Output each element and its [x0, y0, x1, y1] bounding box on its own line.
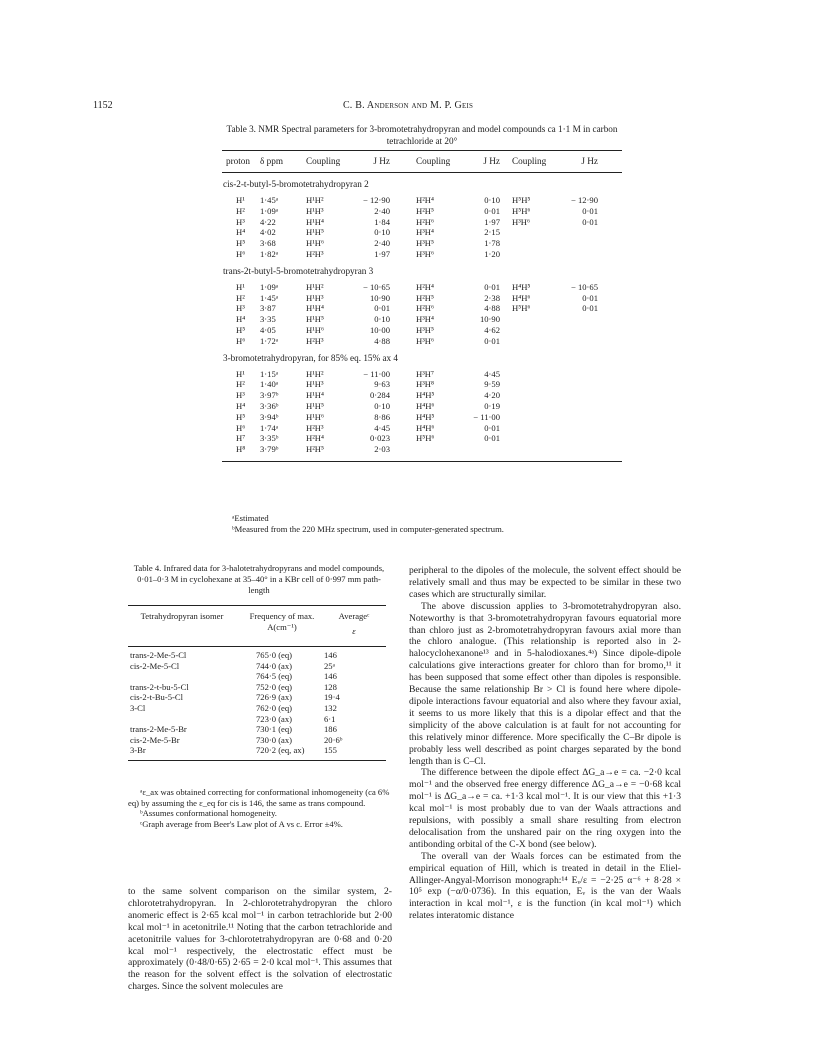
table3-col-header: J Hz: [581, 156, 598, 166]
table3-col-header: Coupling: [306, 156, 341, 166]
table3-cell: H³: [236, 216, 245, 227]
table3-cell: H¹H⁴: [306, 390, 324, 401]
table3-row: [222, 412, 622, 423]
table3-cell: 0·19: [484, 400, 500, 411]
table3-row: [222, 227, 622, 238]
table3-row: [222, 303, 622, 314]
table4-row: [128, 714, 386, 725]
table4-cell: 20·6ᵇ: [324, 734, 343, 745]
table3-cell: 0·01: [582, 292, 598, 303]
table3-cell: H⁵: [236, 238, 246, 249]
table3-cell: H¹H²: [306, 368, 324, 379]
table3-cell: H²H³: [306, 422, 324, 433]
table3-cell: 4·45: [484, 368, 500, 379]
table3-cell: 10·90: [479, 314, 500, 325]
table3-body: [222, 177, 622, 455]
table3-cell: H¹H⁴: [306, 303, 324, 314]
table4-cell: 765·0 (eq): [256, 650, 293, 660]
table3-cell: 1·15ᵃ: [260, 368, 279, 379]
table3-row: [222, 433, 622, 444]
table3-cell: 10·90: [369, 292, 390, 303]
table4-cell: trans-2-t-bu-5-Cl: [130, 681, 189, 692]
table3-cell: 2·38: [484, 292, 500, 303]
table3-cell: H³H⁶: [416, 248, 434, 259]
table4-col-average: Averageᶜ: [338, 611, 370, 621]
table4-cell: 744·0 (ax): [256, 660, 293, 671]
table3-cell: 0·01: [484, 281, 500, 292]
table3-row: [222, 195, 622, 206]
table3-cell: 4·45: [374, 422, 390, 433]
table3-cell: 4·22: [260, 216, 276, 227]
table4-row: [128, 724, 386, 735]
table3-cell: H³H⁶: [416, 335, 434, 346]
table3-cell: 1·09ᵃ: [260, 205, 279, 216]
table4-cell: 3-Br: [130, 745, 146, 756]
table4-cell: 25ᵃ: [324, 660, 335, 671]
table3-cell: 9·59: [484, 379, 500, 390]
table3-cell: H¹H²: [306, 281, 324, 292]
table4-cell: 723·0 (ax): [256, 713, 293, 724]
left-column-paragraph: to the same solvent comparison on the similar system, 2-chlorotetrahydropyran. In 2-chlorotetrahydropyran the chloro anomeric effect is 2·65 kcal mol⁻¹ in carbon tetrachloride but 2·00 kcal mol⁻¹ in acetonitrile.¹¹ Noting that the carbon tetrachloride and acetonitrile values for 3-chlorotetrahydropyran are 0·68 and 0·20 kcal mol⁻¹ respectively, the electrostatic effect must be approximately (0·48/0·65) 2·65 = 2·0 kcal mol⁻¹. This assumes that the reason for the solvent effect is the solvation of electrostatic charges. Since the solvent molecules are: [128, 886, 392, 993]
table3-cell: 1·45ᵃ: [260, 292, 279, 303]
table4-row: [128, 745, 386, 756]
table3-cell: H¹H⁶: [306, 324, 324, 335]
table3-cell: H²: [236, 205, 245, 216]
table3-cell: H²: [236, 379, 245, 390]
table3-cell: H³H⁴: [416, 314, 434, 325]
table3-cell: H³H⁴: [416, 227, 434, 238]
table4-cell: 146: [324, 650, 337, 660]
table3-cell: 1·20: [484, 248, 500, 259]
table3-row: [222, 238, 622, 249]
table3-cell: 4·88: [484, 303, 500, 314]
table3-col-header: J Hz: [373, 156, 390, 166]
body-text-left-column: [128, 886, 392, 993]
table4-cell: 19·4: [324, 692, 340, 703]
table3-cell: 0·10: [374, 400, 390, 411]
table3-cell: 0·01: [484, 422, 500, 433]
table3-row: [222, 249, 622, 260]
table3-cell: 0·01: [484, 205, 500, 216]
table3-cell: 0·284: [369, 390, 390, 401]
table3-cell: − 12·90: [570, 195, 598, 205]
table3-cell: H³H⁵: [416, 324, 434, 335]
table3-cell: H²H⁶: [416, 303, 434, 314]
table3-cell: H¹H⁶: [306, 238, 324, 249]
table3-row: [222, 369, 622, 380]
table3-cell: H⁶: [236, 335, 246, 346]
table3-cell: 3·87: [260, 303, 276, 314]
table3-cell: 1·40ᵃ: [260, 379, 279, 390]
table3-cell: H⁵H⁶: [512, 303, 531, 314]
table3-cell: H³: [236, 390, 245, 401]
table3-cell: H¹H⁶: [306, 411, 324, 422]
table4-footnote-a: ᵃε_ax was obtained correcting for conformational inhomogeneity (ca 6% eq) by assuming the ε_eq for cis is 146, the same as trans compound.: [128, 787, 390, 808]
table3-cell: H⁴: [236, 400, 246, 411]
table4-row: [128, 650, 386, 661]
table4-cell: 128: [324, 681, 337, 692]
table3-cell: 0·10: [374, 227, 390, 238]
table3-row: [222, 217, 622, 228]
table3-cell: 3·36ᵇ: [260, 400, 279, 411]
table4-cell: 764·5 (eq): [256, 671, 293, 682]
table4-cell: 730·1 (eq): [256, 724, 293, 735]
table4-caption: Table 4. Infrared data for 3-halotetrahydropyrans and model compounds, 0·01–0·3 M in cyclohexane at 35–40° in a KBr cell of 0·997 mm path-length: [133, 563, 385, 595]
table3-cell: H¹H⁴: [306, 216, 324, 227]
table4-cell: 752·0 (eq): [256, 681, 293, 692]
table3-cell: 10·00: [369, 324, 390, 335]
table3-row: [222, 293, 622, 304]
table3-cell: 8·86: [374, 411, 390, 422]
table3-cell: H⁴H⁶: [416, 400, 435, 411]
table3-cell: 3·94ᵇ: [260, 411, 279, 422]
table3-cell: 4·20: [484, 390, 500, 401]
table3-col-header: J Hz: [483, 156, 500, 166]
table3-row: [222, 325, 622, 336]
table3-cell: H¹: [236, 195, 245, 205]
table3-col-header: proton: [226, 156, 250, 166]
table3-cell: H⁵: [236, 411, 246, 422]
table3-cell: 2·03: [374, 444, 390, 455]
table3-cell: H¹H²: [306, 195, 324, 205]
table3-cell: H⁴: [236, 314, 246, 325]
table3-bottom-rule: [222, 461, 622, 462]
table3-col-header: Coupling: [416, 156, 451, 166]
table3-header-rule: [222, 172, 622, 173]
table4-cell: 155: [324, 745, 337, 756]
right-column-paragraph-1: peripheral to the dipoles of the molecule, the solvent effect should be relatively small and thus may be expected to be similar in these two cases which are structurally similar.: [409, 565, 681, 600]
page-number: 1152: [93, 100, 113, 111]
table4-row: [128, 661, 386, 672]
table3-cell: 1·84: [374, 216, 390, 227]
table3-cell: 0·01: [582, 303, 598, 314]
table3-col-header: δ ppm: [260, 156, 283, 166]
table4-cell: cis-2-t-Bu-5-Cl: [130, 692, 183, 703]
table4: [128, 605, 386, 761]
table4-bottom-rule: [128, 760, 386, 761]
table3-cell: H⁴H⁵: [416, 390, 435, 401]
table3-section-title: cis-2-t-butyl-5-bromotetrahydropyran 2: [223, 179, 369, 189]
table3-cell: H⁴: [236, 227, 246, 238]
table4-cell: cis-2-Me-5-Br: [130, 734, 180, 745]
table3-cell: H⁶: [236, 422, 246, 433]
table3-cell: H¹H⁵: [306, 314, 324, 325]
table3-cell: − 10·65: [362, 281, 390, 292]
table3-footnote-a: ᵃEstimated: [232, 513, 269, 523]
running-header: [0, 100, 816, 116]
table4-cell: 762·0 (eq): [256, 702, 293, 713]
table3-cell: 0·10: [484, 195, 500, 205]
table3-cell: H³H⁷: [416, 368, 434, 379]
table3: [222, 150, 622, 462]
table3-cell: 0·01: [484, 433, 500, 444]
table3-cell: 1·97: [484, 216, 500, 227]
table3-cell: − 11·00: [473, 411, 500, 422]
table3-cell: H¹H⁵: [306, 227, 324, 238]
table3-header-row: [222, 151, 622, 172]
table3-row: [222, 444, 622, 455]
table3-cell: H⁵H⁶: [512, 205, 531, 216]
table4-cell: 6·1: [324, 713, 336, 724]
table3-cell: 1·09ᵃ: [260, 281, 279, 292]
table3-cell: 0·01: [582, 205, 598, 216]
table3-cell: H⁶: [236, 248, 246, 259]
table3-cell: H²H⁶: [416, 216, 434, 227]
table3-cell: H³H⁵: [416, 238, 434, 249]
table3-cell: 4·88: [374, 335, 390, 346]
table3-cell: H²H⁵: [306, 444, 324, 455]
table3-cell: 2·40: [374, 238, 390, 249]
table3-cell: 0·10: [374, 314, 390, 325]
table3-cell: H²H⁵: [416, 205, 434, 216]
table3-cell: H⁷: [236, 433, 246, 444]
table3-cell: H⁵H⁶: [416, 433, 435, 444]
table4-row: [128, 682, 386, 693]
right-column-paragraph-2: The above discussion applies to 3-bromotetrahydropyran also. Noteworthy is that 3-bromotetrahydropyran favours equatorial more than chloro just as 2-bromotetrahydropyran favours axial more than the chloro analogue. (This relationship is reported also in 2-halocyclohexanone¹³ and in 5-halodioxanes.⁴ᵃ) Since dipole-dipole calculations give interactions greater for chloro than for bromo,¹¹ it has been supposed that some effect other than dipoles is responsible. Because the same relationship Br > Cl is found here where dipole-dipole interactions favour equatorial and also where they favour axial, it seems to us more likely that this is a dipolar effect and that the simplicity of the above calculation is at fault for not accounting for this relatively minor difference. More specifically the C–Br dipole is probably less well described as point charges separated by the bond length than is C–Cl.: [409, 600, 681, 767]
table3-cell: H⁸: [236, 444, 246, 455]
table4-footnote-c: ᶜGraph average from Beer's Law plot of A vs c. Error ±4%.: [140, 818, 343, 829]
table3-row: [222, 282, 622, 293]
table3-cell: 4·05: [260, 324, 276, 335]
table3-section-title: trans-2t-butyl-5-bromotetrahydropyran 3: [223, 265, 374, 276]
table4-cell: trans-2-Me-5-Cl: [130, 650, 187, 660]
table4-cell: cis-2-Me-5-Cl: [130, 660, 180, 671]
table3-cell: 3·35ᵇ: [260, 433, 279, 444]
table3-cell: − 11·00: [363, 368, 390, 379]
table3-section-title: 3-bromotetrahydropyran, for 85% eq. 15% ax 4: [223, 352, 399, 363]
table3-cell: 4·62: [484, 324, 500, 335]
table4-cell: 3-Cl: [130, 702, 146, 713]
table3-footnotes: [232, 513, 612, 535]
table3-cell: H¹H³: [306, 379, 324, 390]
right-column-paragraph-4: The overall van der Waals forces can be estimated from the empirical equation of Hill, which is treated in detail in the Eliel-Allinger-Angyal-Morrison monograph:¹⁴ Eᵥ/ε = −2·25 α⁻⁶ + 8·28 × 10⁵ exp (−α/0·0736). In this equation, Eᵥ is the van der Waals interaction in kcal mol⁻¹, ε is the function (in kcal mol⁻¹) which relates interatomic distance: [409, 850, 681, 922]
table4-col-epsilon: ε: [352, 626, 356, 636]
table3-caption: Table 3. NMR Spectral parameters for 3-bromotetrahydropyran and model compounds ca 1·1 M in carbon tetrachloride at 20°: [226, 124, 618, 146]
table3-cell: H⁴H⁶: [416, 422, 435, 433]
table3-cell: 1·97: [374, 248, 390, 259]
table4-header-row: [128, 606, 386, 646]
table3-cell: 2·40: [374, 205, 390, 216]
running-head-authors: C. B. Anderson and M. P. Geis: [342, 100, 474, 111]
table4-footnotes: [128, 787, 390, 829]
table4-body: [128, 647, 386, 756]
table3-cell: 3·79ᵇ: [260, 444, 279, 455]
table4-cell: trans-2-Me-5-Br: [130, 724, 187, 735]
table3-cell: 0·01: [582, 216, 598, 227]
table3-cell: H²H⁴: [416, 195, 434, 205]
table4-row: [128, 671, 386, 682]
table3-cell: 3·68: [260, 238, 276, 249]
table3-cell: H³H⁶: [512, 216, 530, 227]
body-text-right-column: [409, 565, 681, 922]
table3-cell: 0·023: [369, 433, 390, 444]
table3-cell: − 12·90: [362, 195, 390, 205]
table3-row: [222, 314, 622, 325]
table3-cell: H³: [236, 303, 245, 314]
table3-row: [222, 401, 622, 412]
table3-row: [222, 336, 622, 347]
table3-cell: 1·82ᵃ: [260, 248, 279, 259]
table3-cell: H²H⁴: [306, 433, 324, 444]
table4-cell: 730·0 (ax): [256, 734, 293, 745]
table3-row: [222, 206, 622, 217]
table3-cell: 1·78: [484, 238, 500, 249]
table3-cell: H⁵: [236, 324, 246, 335]
table3-cell: H⁴H⁶: [512, 292, 531, 303]
table3-row: [222, 423, 622, 434]
table3-cell: H¹H³: [306, 292, 324, 303]
table3-cell: H¹: [236, 368, 245, 379]
table3-cell: H⁵H⁵: [512, 195, 531, 205]
table3-cell: 0·01: [484, 335, 500, 346]
table3-cell: 3·97ᵇ: [260, 390, 279, 401]
table3-row: [222, 390, 622, 401]
table4-footnote-b: ᵇAssumes conformational homogeneity.: [140, 808, 277, 819]
table3-cell: H¹H³: [306, 205, 324, 216]
table4-row: [128, 692, 386, 703]
table3-cell: 1·72ᵃ: [260, 335, 279, 346]
table3-cell: H²H⁵: [416, 292, 434, 303]
table3-cell: H⁴H⁵: [416, 411, 435, 422]
table3-cell: H²: [236, 292, 245, 303]
table3-cell: 9·63: [374, 379, 390, 390]
table4-cell: 146: [324, 671, 337, 682]
right-column-paragraph-3: The difference between the dipole effect ΔG_a→e = ca. −2·0 kcal mol⁻¹ and the observed free energy difference ΔG_a→e = −0·68 kcal mol⁻¹ is ΔG_a→e = ca. +1·3 kcal mol⁻¹. It is our view that this +1·3 kcal mol⁻¹ is most probably due to van der Waals attractions and repulsions, with possibly a small share resulting from electron delocalisation from the unshared pair on the ring oxygen into the antibonding orbital of the C-X bond (see below).: [409, 767, 681, 850]
table3-cell: H²H³: [306, 335, 324, 346]
table4-col-isomer: Tetrahydropyran isomer: [140, 611, 224, 621]
table3-cell: 2·15: [484, 227, 500, 238]
table3-cell: 1·45ᵃ: [260, 195, 279, 205]
table3-cell: − 10·65: [570, 281, 598, 292]
table4-row: [128, 703, 386, 714]
table3-cell: 3·35: [260, 314, 276, 325]
table3-cell: 4·02: [260, 227, 276, 238]
table3-cell: H³H⁸: [416, 379, 434, 390]
table3-cell: 0·01: [374, 303, 390, 314]
table4-cell: 186: [324, 724, 337, 735]
table4-cell: 726·9 (ax): [256, 692, 293, 703]
table3-col-header: Coupling: [512, 156, 547, 166]
table4-row: [128, 735, 386, 746]
table3-cell: H¹H⁵: [306, 400, 324, 411]
table4-col-frequency: Frequency of max. A(cm⁻¹): [249, 611, 315, 632]
table3-row: [222, 379, 622, 390]
table3-cell: H²H⁴: [416, 281, 434, 292]
table3-cell: H⁴H⁵: [512, 281, 531, 292]
table3-cell: H¹: [236, 281, 245, 292]
table3-cell: H²H³: [306, 248, 324, 259]
table3-cell: 1·74ᵃ: [260, 422, 279, 433]
table4-cell: 720·2 (eq, ax): [256, 745, 305, 756]
table4-cell: 132: [324, 702, 337, 713]
table3-footnote-b: ᵇMeasured from the 220 MHz spectrum, used in computer-generated spectrum.: [232, 524, 504, 534]
